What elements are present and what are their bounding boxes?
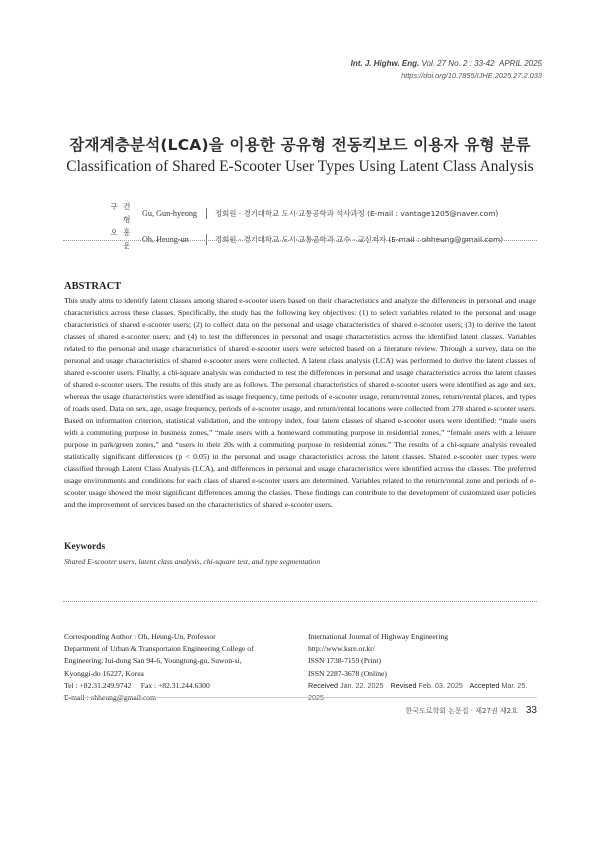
footer-divider: [63, 697, 537, 698]
corresponding-email: E-mail : ohheung@gmail.com: [64, 693, 156, 703]
author-affiliation: 정회원 · 경기대학교 도시·교통공학과 교수 · 교신저자 (E-mail : ohheung@gmail.com): [215, 234, 504, 244]
author-row: [98, 200, 503, 226]
volume-issue: Vol. 27 No. 2 : 33-42: [421, 59, 495, 68]
issn-online: ISSN 2287-3678 (Online): [308, 668, 387, 678]
journal-info-block: [308, 631, 538, 704]
author-affiliation: 정회원 · 경기대학교 도시·교통공학과 석사과정 (E-mail : vantage1205@naver.com): [215, 208, 499, 218]
title-korean: 잠재계층분석(LCA)을 이용한 공유형 전동킥보드 이용자 유형 분류: [69, 136, 531, 154]
corresponding-author-block: [64, 631, 280, 704]
abstract-heading: ABSTRACT: [64, 281, 122, 292]
author-name-korean: 오 흥 운: [110, 228, 132, 250]
page-footer: [405, 705, 537, 716]
footer-journal-korean: 한국도로학회 논문집 · 제27권 제2호: [405, 706, 518, 715]
title-english: Classification of Shared E-Scooter User Types Using Latent Class Analysis: [66, 158, 534, 175]
received-label: Received: [308, 680, 338, 690]
author-name-english: Gu, Gun-hyeong: [142, 208, 198, 218]
received-date: Jan. 22. 2025: [339, 680, 384, 690]
journal-header: [351, 58, 542, 81]
author-divider: [206, 234, 207, 245]
accepted-label: Accepted: [469, 680, 500, 690]
corresponding-line: Kyonggi-do 16227, Korea: [64, 668, 144, 678]
corresponding-line: Corresponding Author : Oh, Heung-Un, Professor: [64, 632, 216, 641]
abstract-text: This study aims to identify latent classes among shared e-scooter users based on their characteristics and analyze the differences in personal and usage characteristics across these classes. Specifically, the study has the following key objectives: (1) to select variables related to the personal and usage characteristics of shared e-scooter users; (2) to collect data on the personal and usage characteristics of shared e-scooter users; (3) to derive the latent classes of shared e-scooter users; and (4) to test the differences in personal and usage characteristics across the identified latent classes. Variables related to the personal and usage characteristics of shared e-scooter users were selected based on a literature review. Through a survey, data on the personal and usage characteristics of shared e-scooter users were collected. A latent class analysis (LCA) was performed to derive the latent classes of shared e-scooter users. Finally, a chi-square analysis was conducted to test the differences in personal and usage characteristics across the latent classes of shared e-scooter users. The results of this study are as follows. The personal characteristics of shared e-scooter users were identified as age and sex, whereas the usage characteristics were identified as usage frequency, time periods of e-scooter usage, return/rental zones, return/rental places, and types of roads used. Data on sex, age, usage frequency, periods of e-scooter usage, and return/rental locations were collected from 278 shared e-scooter users. Based on information criterion, statistical validation, and the entropy index, four latent classes of shared e-scooter users were identified: “male users with a commuting purpose in business zones,” “male users with a homeward commuting purpose in residential zones,” “female users with a leisure purpose in park/green zones,” and “users in their 20s with a commuting purpose in residential zones.” The results of a chi-square analysis revealed statistically significant differences (p < 0.05) in the personal and usage characteristics across the latent classes. Shared e-scooter user types were classified through Latent Class Analysis (LCA), and differences in personal and usage characteristics were identified across the classes. The preferred usage environments and conditions for each class of shared e-scooter users are determined. Variables related to the return/rental zone and periods of e-scooter usage showed the most significant differences among the classes. These findings can contribute to the development of customized user policies and the improvement of services based on the characteristics of shared e-scooter users.: [64, 296, 536, 509]
revised-label: Revised: [390, 680, 417, 690]
journal-name: International Journal of Highway Engineering: [308, 632, 449, 641]
submission-dates: [308, 680, 538, 704]
dotted-divider: [63, 601, 537, 602]
corresponding-line: Tel : +82.31.249.9742 Fax : +82.31.244.6300: [64, 680, 210, 690]
dotted-divider: [63, 240, 537, 241]
journal-abbrev: Int. J. Highw. Eng.: [350, 59, 420, 68]
author-row: [98, 226, 503, 252]
doi-link[interactable]: https://doi.org/10.7855/IJHE.2025.27.2.033: [401, 71, 542, 80]
author-divider: [206, 208, 207, 219]
issn-print: ISSN 1738-7159 (Print): [308, 656, 381, 666]
journal-citation: [351, 58, 542, 70]
keywords-text: Shared E-scooter users, latent class analysis, chi-square test, and type segmentation: [64, 557, 321, 566]
corresponding-line: Department of Urban & Transportaion Engineering College of: [64, 644, 254, 654]
issue-date: APRIL 2025: [499, 59, 542, 68]
revised-date: Feb. 03. 2025: [418, 680, 463, 690]
page-number: 33: [525, 705, 537, 716]
keywords-heading: Keywords: [64, 542, 106, 552]
corresponding-line: Engineering, Iui-dong San 94-6, Youngtong-gu, Suwon-si,: [64, 656, 242, 666]
author-list: [98, 200, 503, 252]
author-name-korean: 구 건 형: [110, 202, 132, 224]
accepted-date: Mar. 25. 2025: [308, 680, 528, 703]
author-name-english: Oh, Heung-un: [142, 234, 189, 244]
journal-url[interactable]: http://www.ksre.or.kr/: [308, 644, 375, 654]
